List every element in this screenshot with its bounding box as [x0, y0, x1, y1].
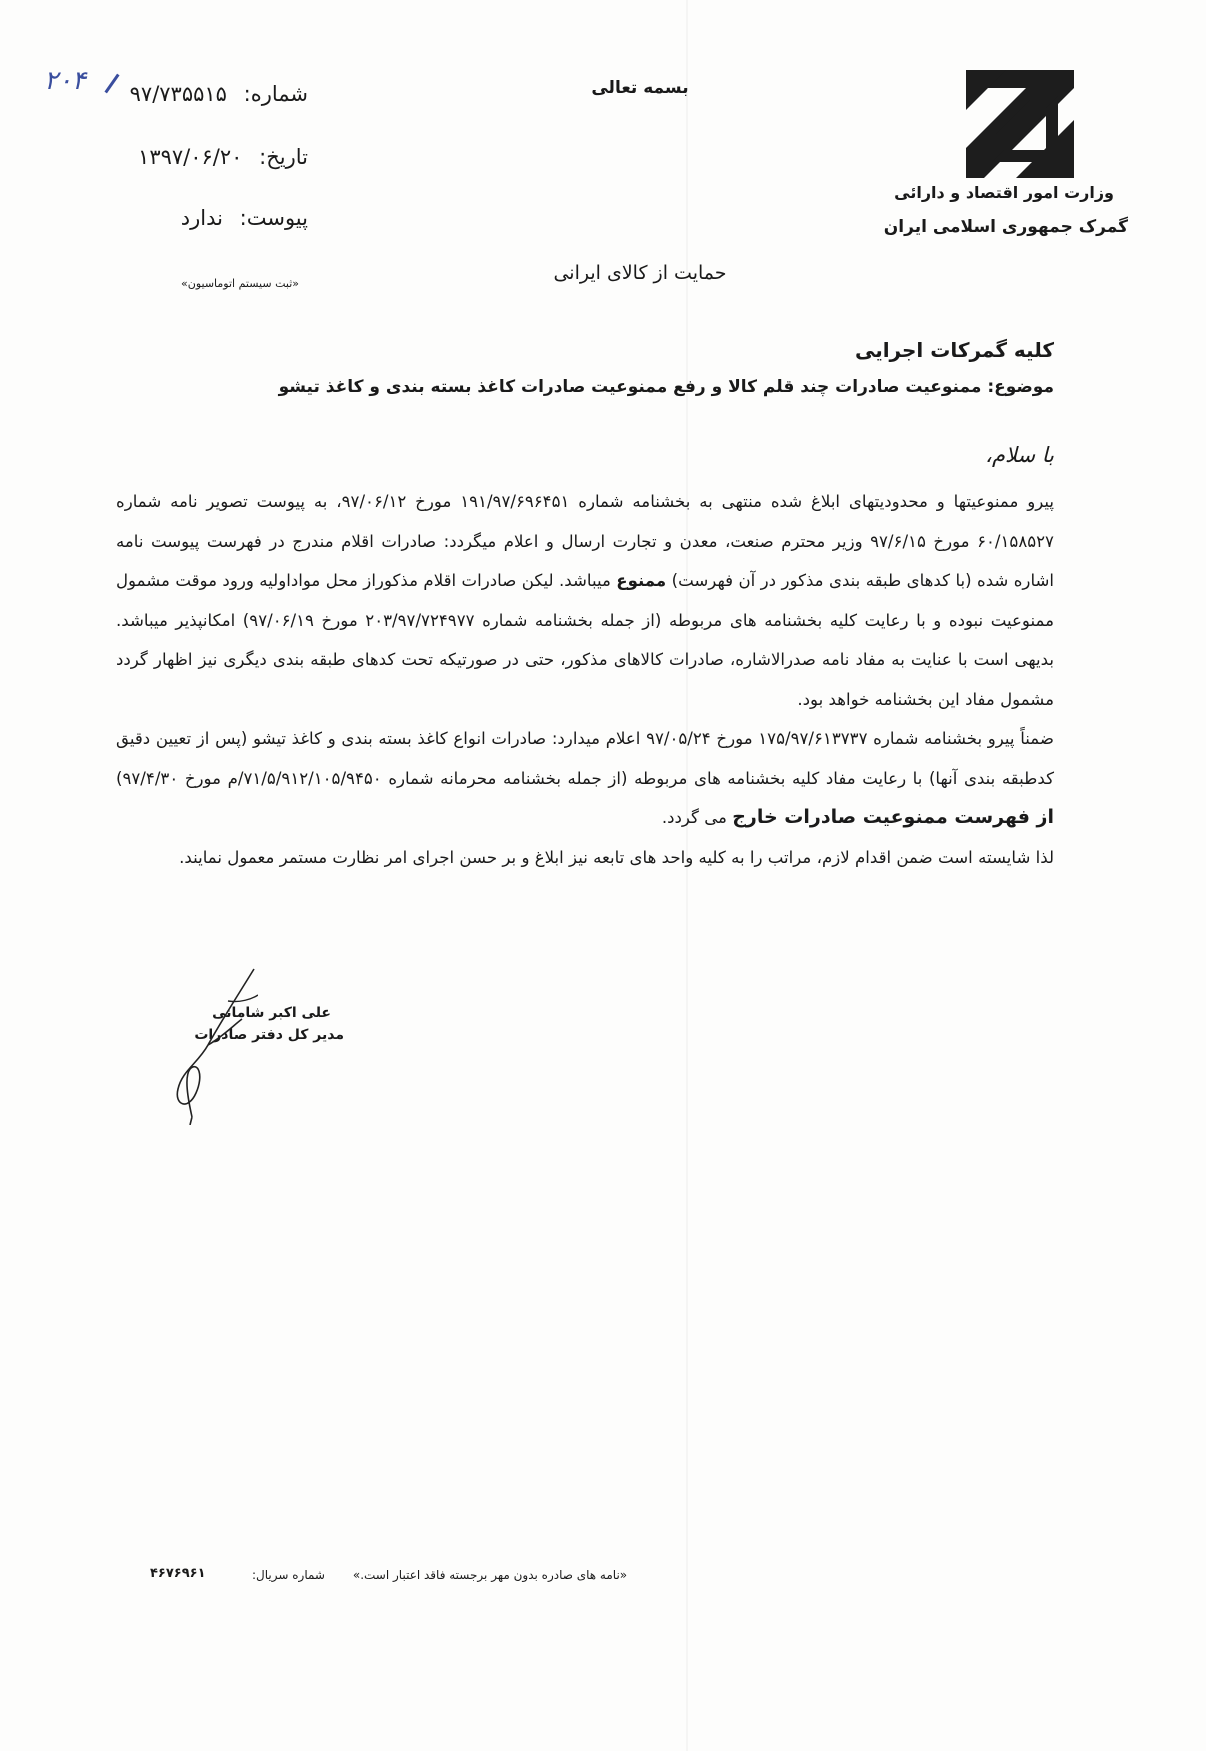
letter-date [68, 145, 308, 169]
paragraph-2-text-a: ضمناً پیرو بخشنامه شماره ۱۷۵/۹۷/۶۱۳۷۳۷ مورخ ۹۷/۰۵/۲۴ اعلام میدارد: صادرات انواع کاغذ بسته بندی و کاغذ تیشو (پس از تعیین دقیق کدطبقه بندی آنها) با رعایت مفاد کلیه بخشنامه های مربوطه (از جمله بخشنامه محرمانه شماره ۷۱/۵/۹۱۲/۱۰۵/۹۴۵۰/م مورخ ۹۷/۴/۳۰) [116, 729, 1054, 788]
org-ministry-name: وزارت امور اقتصاد و دارائی [894, 183, 1114, 202]
letter-number-value: ۹۷/۷۳۵۵۱۵ [129, 82, 227, 106]
serial-number-label: شماره سریال: [252, 1568, 325, 1582]
letter-number-label: شماره: [243, 82, 308, 106]
subject-line: موضوع: ممنوعیت صادرات چند قلم کالا و رفع ممنوعیت صادرات کاغذ بسته بندی و کاغذ تیشو [278, 377, 1054, 397]
letter-attachment [68, 206, 308, 230]
paragraph-1 [116, 482, 1054, 719]
signatory-title: مدیر کل دفتر صادرات [194, 1027, 344, 1043]
letter-attachment-value: ندارد [180, 206, 223, 230]
letter-date-label: تاریخ: [259, 145, 308, 169]
letter-date-value: ۱۳۹۷/۰۶/۲۰ [138, 145, 243, 169]
paragraph-1-bold: ممنوع [616, 571, 667, 590]
paragraph-1-text-b: میباشد. لیکن صادرات اقلام مذکوراز محل مواداولیه ورود موقت مشمول ممنوعیت نبوده و با رعایت کلیه بخشنامه های مربوطه (از جمله بخشنامه شماره ۲۰۳/۹۷/۷۲۴۹۷۷ مورخ ۹۷/۰۶/۱۹) امکانپذیر میباشد. بدیهی است با عنایت به مفاد نامه صدرالاشاره، صادرات کالاهای مذکور، حتی در صورتیکه تحت کدهای طبقه بندی دیگری نیز اظهار گردد مشمول مفاد این بخشنامه خواهد بود. [116, 571, 1054, 709]
addressee: کلیه گمرکات اجرایی [854, 338, 1054, 362]
letter-number [68, 82, 308, 106]
automation-system-note: «ثبت سیستم اتوماسیون» [181, 277, 299, 290]
letter-body [116, 482, 1054, 877]
handwritten-note: ۲۰۴ [44, 66, 86, 96]
signatory-name: علی اکبر شامانی [212, 1005, 331, 1021]
paragraph-2-text-b: می گردد. [661, 808, 727, 827]
paragraph-2-bold: از فهرست ممنوعیت صادرات خارج [732, 806, 1054, 828]
paragraph-1-text-a: پیرو ممنوعیتها و محدودیتهای ابلاغ شده منتهی به بخشنامه شماره ۱۹۱/۹۷/۶۹۶۴۵۱ مورخ ۹۷/۰۶/۱۲، به پیوست تصویر نامه شماره ۶۰/۱۵۸۵۲۷ مورخ ۹۷/۶/۱۵ وزیر محترم صنعت، معدن و تجارت ارسال و اعلام میگردد: صادرات اقلام مندرج در فهرست پیوست نامه اشاره شده (با کدهای طبقه بندی مذکور در آن فهرست) [116, 492, 1055, 590]
greeting: با سلام، [985, 443, 1054, 467]
handwritten-signature [168, 965, 258, 1125]
slogan-text: حمایت از کالای ایرانی [553, 262, 727, 284]
footer-validity-note: «نامه های صادره بدون مهر برجسته فاقد اعتبار است.» [352, 1568, 628, 1582]
serial-number-value: ۴۶۷۶۹۶۱ [150, 1566, 206, 1581]
letter-attachment-label: پیوست: [239, 206, 308, 230]
customs-logo-icon [966, 70, 1074, 178]
paragraph-2 [116, 719, 1054, 838]
bismillah-heading: بسمه تعالی [591, 78, 689, 98]
paragraph-3: لذا شایسته است ضمن اقدام لازم، مراتب را به کلیه واحد های تابعه نیز ابلاغ و بر حسن اجرای امر نظارت مستمر معمول نمایند. [179, 847, 1054, 867]
org-customs-name: گمرک جمهوری اسلامی ایران [883, 217, 1128, 237]
